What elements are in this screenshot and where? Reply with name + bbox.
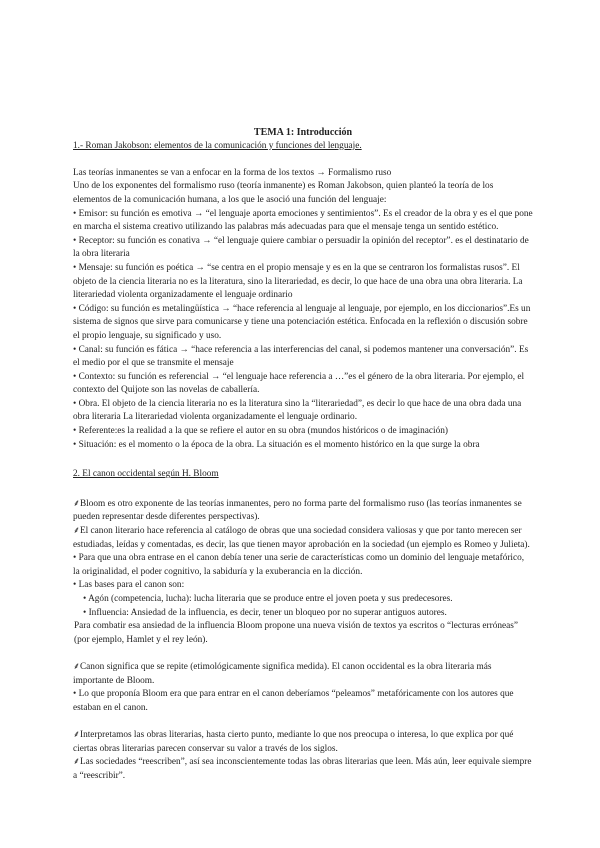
- document-page: [73, 126, 533, 783]
- list-item-canal: • Canal: su función es fática → “hace referencia a las interferencias del canal, si podemos mantener una conversación”. Es el medio por el que se transmite el mensaje: [73, 344, 529, 369]
- spacer: [73, 715, 533, 729]
- list-item-contexto: • Contexto: su función es referencial → “el lenguaje hace referencia a …”es el género de la obra literaria. Por ejemplo, el contexto del Quijote son las novelas de caballería.: [73, 371, 525, 396]
- paragraph: Para combatir esa ansiedad de la influencia Bloom propone una nueva visión de textos ya escritos o “lecturas erróneas” (por ejemplo, Hamlet y el rey león).: [74, 621, 519, 645]
- paragraph: ⸙Interpretamos las obras literarias, hasta cierto punto, mediante lo que nos preocupa o interesa, lo que explica por qué ciertas obras literarias parecen conservar su valor a través de los siglos.: [73, 729, 514, 754]
- section-1-heading: 1.- Roman Jakobson: elementos de la comunicación y funciones del lenguaje.: [73, 140, 362, 151]
- list-item-emisor: • Emisor: su función es emotiva → “el lenguaje aporta emociones y sentimientos”. Es el creador de la obra y es el que pone en marcha el sistema creativo utilizando las palabras más adecuadas para que el mensaje tenga un sentido estético.: [73, 208, 533, 233]
- list-item-receptor: • Receptor: su función es conativa → “el lenguaje quiere cambiar o persuadir la opinión del receptor”. es el destinatario de la obra literaria: [73, 235, 529, 260]
- document-title: TEMA 1: Introducción: [253, 127, 353, 138]
- paragraph: Uno de los exponentes del formalismo ruso (teoría inmanente) es Roman Jakobson, quien planteó la teoría de los elementos de la comunicación humana, a los que le asoció una función del lenguaje:: [73, 181, 494, 205]
- list-item: • Para que una obra entrase en el canon debía tener una serie de características como un dominio del lenguaje metafórico, la originalidad, el poder cognitivo, la sabiduría y la exuberancia en la dicción.: [73, 553, 525, 577]
- paragraph: ⸙El canon literario hace referencia al catálogo de obras que una sociedad considera valiosas y que por tanto merecen ser estudiadas, leídas y comentadas, es decir, las que tienen mayor aprobación en la sociedad (un ejemplo es Romeo y Julieta).: [73, 526, 530, 550]
- section-2-heading: 2. El canon occidental según H. Bloom: [73, 469, 219, 480]
- paragraph: ⸙Bloom es otro exponente de las teorías inmanentes, pero no forma parte del formalismo ruso (las teorías inmanentes se pueden representar desde diferentes perspectivas).: [73, 498, 522, 523]
- list-item-referente: • Referente:es la realidad a la que se refiere el autor en su obra (mundos históricos o de imaginación): [73, 426, 448, 437]
- paragraph: ⸙Canon significa que se repite (etimológicamente significa medida). El canon occidental es la obra literaria más importante de Bloom.: [73, 661, 492, 686]
- list-item-codigo: • Código: su función es metalingüística → “hace referencia al lenguaje al lenguaje, por ejemplo, en los diccionarios”.Es un sistema de signos que sirve para comunicarse y tiene una potenciación estética. Enfocada en la reflexión o discusión sobre el propio lenguaje, su significado y uso.: [73, 303, 531, 341]
- list-item-mensaje: • Mensaje: su función es poética → “se centra en el propio mensaje y es en la que se centraron los formalistas rusos”. El objeto de la ciencia literaria no es la literatura, sino la literariedad, es decir, lo que hace de una obra una obra literaria. La literariedad violenta organizadamente el lenguaje ordinario: [73, 262, 523, 301]
- spacer: [73, 452, 533, 468]
- paragraph: ⸙Las sociedades “reescriben”, así sea inconscientemente todas las obras literarias que leen. Más aún, leer equivale siempre a “reescribir”.: [73, 757, 532, 781]
- list-item: • Las bases para el canon son:: [73, 580, 185, 591]
- list-item-situacion: • Situación: es el momento o la época de la obra. La situación es el momento histórico en la que surge la obra: [73, 439, 480, 450]
- spacer: [73, 647, 533, 661]
- spacer: [73, 482, 533, 498]
- list-item: • Lo que proponía Bloom era que para entrar en el canon deberíamos “peleamos” metafóricamente con los autores que estaban en el canon.: [73, 689, 514, 713]
- sub-list-item-influencia: • Influencia: Ansiedad de la influencia, es decir, tener un bloqueo por no superar antiguos autores.: [83, 607, 447, 618]
- sub-list-item-agon: • Agón (competencia, lucha): lucha literaria que se produce entre el joven poeta y sus predecesores.: [83, 594, 453, 604]
- paragraph: Las teorías inmanentes se van a enfocar en la forma de los textos → Formalismo ruso: [73, 167, 392, 178]
- list-item-obra: • Obra. El objeto de la ciencia literaria no es la literatura sino la “literariedad”, es decir lo que hace de una obra dada una obra literaria La literariedad violenta organizadamente el lenguaje ordinario.: [73, 398, 522, 423]
- spacer: [73, 153, 533, 167]
